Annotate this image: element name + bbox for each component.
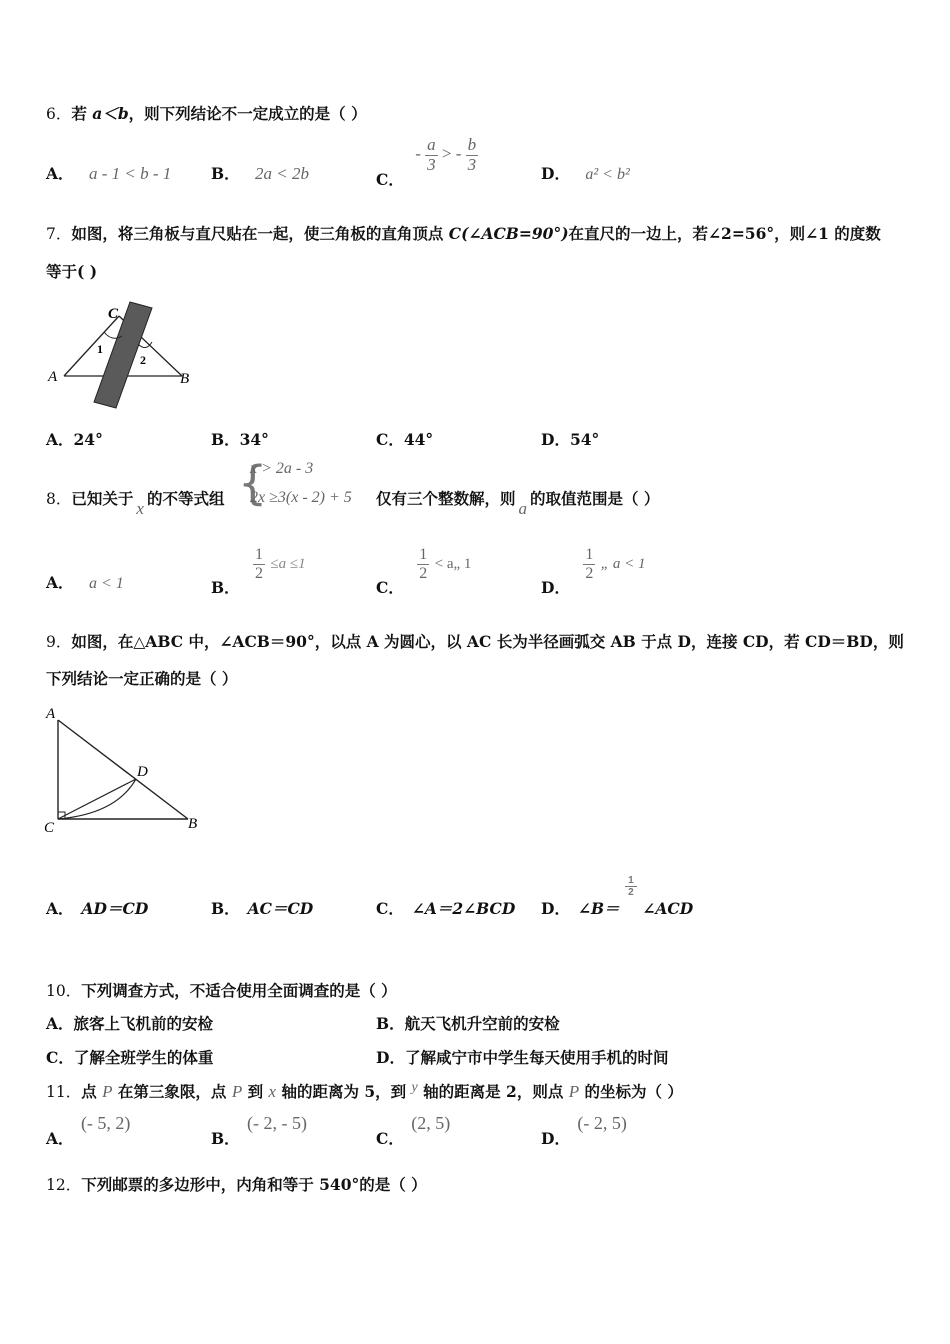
q8-ineq-1: x > 2a - 3 <box>250 460 314 477</box>
q7-option-d[interactable]: D．54° <box>541 430 600 449</box>
q10-option-d[interactable]: D．了解咸宁市中学生每天使用手机的时间 <box>376 1048 669 1067</box>
q8-number: 8． <box>46 490 72 508</box>
q6-c-left-frac: $\frac{a}{3}$ <box>427 135 436 174</box>
q7-option-a[interactable]: A．24° <box>46 430 103 449</box>
q10-option-c[interactable]: C．了解全班学生的体重 <box>46 1048 214 1067</box>
q12-stem: 12．下列邮票的多边形中，内角和等于 540°的是（ ） <box>46 1175 427 1194</box>
q11-number: 11． <box>46 1083 82 1101</box>
q7-label-1: 1 <box>97 342 103 356</box>
q6-option-b[interactable]: B． 2a < 2b <box>211 164 309 183</box>
q10-option-b[interactable]: B．航天飞机升空前的安检 <box>376 1014 560 1033</box>
q8-stem-b: 仅有三个整数解，则a的取值范围是（ ） <box>376 489 660 518</box>
q9-label-b: B <box>188 816 198 832</box>
q8-inequality-system <box>238 456 378 514</box>
q10-number: 10． <box>46 982 82 1000</box>
q9-label-d: D <box>137 764 148 780</box>
q6-stem: 6．若 a＜b，则下列结论不一定成立的是（ ） <box>46 104 367 123</box>
q7-figure <box>44 298 204 410</box>
q8-stem-a: 8．已知关于x的不等式组 <box>46 489 225 518</box>
q9-figure <box>40 702 210 840</box>
q6-number: 6． <box>46 105 72 123</box>
q9-stem-line2: 下列结论一定正确的是（ ） <box>46 669 238 688</box>
q8-option-d[interactable]: D． $\frac{1}{2}$ „ a < 1 <box>541 546 646 598</box>
q8-option-a[interactable]: A． a < 1 <box>46 573 124 592</box>
q7-option-b[interactable]: B．34° <box>211 430 269 449</box>
q8-option-c[interactable]: C． $\frac{1}{2}$ < a„ 1 <box>376 546 472 598</box>
q9-d-half-frac: $\frac{1}{2}$ <box>625 875 637 898</box>
q6-option-c[interactable]: C． - $\frac{a}{3}$ > - $\frac{b}{3}$ <box>376 135 477 190</box>
q9-stem-line1: 9．如图，在△ABC 中，∠ACB＝90°，以点 A 为圆心，以 AC 长为半径画弧交 AB 于点 D，连接 CD，若 CD＝BD，则 <box>46 632 904 651</box>
q6-option-d[interactable]: D． a² < b² <box>541 164 630 183</box>
q8-brace: { <box>238 456 268 510</box>
q7-stem-line2: 等于( ) <box>46 262 98 281</box>
q9-option-a[interactable]: A． AD＝CD <box>46 899 149 918</box>
q12-number: 12． <box>46 1176 82 1194</box>
q6-condition: a＜b <box>92 104 129 123</box>
q9-line-ab <box>58 720 188 819</box>
q11-option-a[interactable]: A． (- 5, 2) <box>46 1113 131 1148</box>
q11-option-b[interactable]: B． (- 2, - 5) <box>211 1113 307 1148</box>
q9-line-cd <box>58 779 136 819</box>
q9-option-c[interactable]: C． ∠A＝2∠BCD <box>376 899 516 918</box>
q9-option-d[interactable]: D． ∠B＝ $\frac{1}{2}$ ∠ACD <box>541 874 694 918</box>
q7-angle2-arc <box>138 342 152 348</box>
q10-stem: 10．下列调查方式，不适合使用全面调查的是（ ） <box>46 981 397 1000</box>
q6-option-a[interactable]: A． a - 1 < b - 1 <box>46 164 172 183</box>
q8-option-b[interactable]: B． $\frac{1}{2}$ ≤a ≤1 <box>211 546 306 598</box>
q7-label-b: B <box>180 371 190 387</box>
q9-label-c: C <box>44 820 55 836</box>
q7-stem-line1: 7．如图，将三角板与直尺贴在一起，使三角板的直角顶点 C(∠ACB=90°)在直尺的一边上，若∠2=56°，则∠1 的度数 <box>46 224 881 243</box>
q9-option-b[interactable]: B． AC＝CD <box>211 899 314 918</box>
q8-ineq-2: 2x ≥3(x - 2) + 5 <box>250 489 352 506</box>
q9-label-a: A <box>46 706 56 722</box>
q7-number: 7． <box>46 225 72 243</box>
q7-label-c: C <box>108 306 119 322</box>
q10-option-a[interactable]: A．旅客上飞机前的安检 <box>46 1014 214 1033</box>
q11-option-c[interactable]: C． (2, 5) <box>376 1113 451 1148</box>
q7-option-c[interactable]: C．44° <box>376 430 434 449</box>
q11-stem: 11．点 P 在第三象限，点 P 到 x 轴的距离为 5，到 y 轴的距离是 2，则点 P 的坐标为（ ） <box>46 1080 683 1101</box>
q7-label-a: A <box>48 369 58 385</box>
q6-c-right-frac: $\frac{b}{3}$ <box>467 135 477 174</box>
q11-option-d[interactable]: D． (- 2, 5) <box>541 1113 627 1148</box>
q9-number: 9． <box>46 633 72 651</box>
q7-label-2: 2 <box>140 353 146 367</box>
